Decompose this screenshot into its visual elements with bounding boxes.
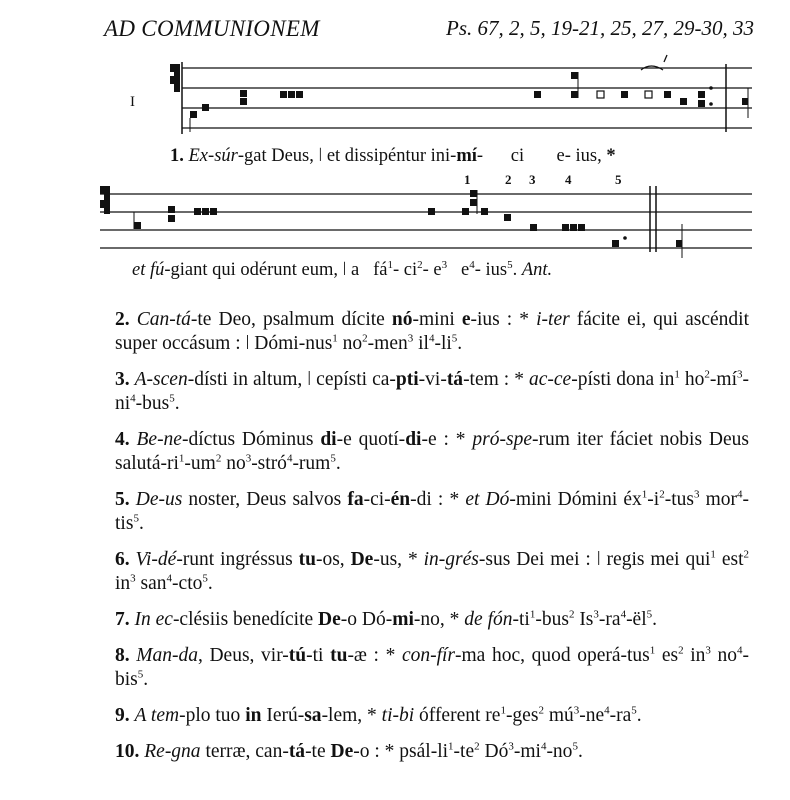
chant-staff-2 xyxy=(0,0,790,270)
verse-7 xyxy=(115,608,749,632)
verse-8 xyxy=(115,644,749,692)
verse-number: 9. xyxy=(115,705,135,726)
c-clef-icon xyxy=(100,186,110,214)
lyric-line-2: et fú-giant qui odérunt eum, ǀ a $fá^1-$ $ci^2-$ $e^3$ $e^4-$ ius$^5$. Ant. xyxy=(132,258,553,280)
verse-text: Vi-dé-runt ingréssus tu-os, De-us, * in-grés-sus Dei mei : ǀ regis mei qui$^1$ est$^2$ $in^3$ san$^4$-cto$^5$. xyxy=(115,548,749,594)
verse-number: 7. xyxy=(115,609,135,630)
marker-2: 2 xyxy=(505,172,512,187)
marker-4: 4 xyxy=(565,172,572,187)
psalm-verses xyxy=(115,308,749,776)
verse-text: Man-da, Deus, vir-tú-ti tu-æ : * con-fír-ma hoc, quod operá-tus$^1$ $es^2$ $in^3$ $no^4-bis^5$. xyxy=(115,644,749,690)
verse-number: 4. xyxy=(115,429,137,450)
marker-3: 3 xyxy=(529,172,536,187)
psalm-reference: Ps. 67, 2, 5, 19-21, 25, 27, 29-30, 33 xyxy=(446,16,754,40)
verse-number: 6. xyxy=(115,549,136,570)
verse-number: 8. xyxy=(115,645,137,666)
mode-label: I xyxy=(130,94,135,110)
verse-text: A-scen-dísti in altum, ǀ cepísti ca-pti-vi-tá-tem : * ac-ce-písti dona $in^1$ $ho^2-mí^3-ni^4-bus^5$. xyxy=(115,368,750,414)
marker-5: 5 xyxy=(615,172,622,187)
lyric-line-1: 1. Ex-súr-gat Deus, ǀ et dissipéntur ini-mí- ci e- ius, * xyxy=(170,146,616,166)
verse-number: 10. xyxy=(115,741,145,762)
verse-4 xyxy=(115,428,749,476)
verse-text: Be-ne-díctus Dóminus di-e quotí-di-e : * pró-spe-rum iter fáciet nobis Deus salutá-$ri^1-um^2$ $no^3-stró^4-rum^5$. xyxy=(115,429,749,474)
verse-3 xyxy=(115,368,749,416)
verse-6 xyxy=(115,548,749,596)
verse-number: 3. xyxy=(115,369,135,390)
verse-number: 2. xyxy=(115,309,137,330)
section-title: AD COMMUNIONEM xyxy=(104,16,320,41)
marker-1: 1 xyxy=(464,172,471,187)
verse-text: Re-gna terræ, can-tá-te De-o : * psál-$li^1-te^2$ $Dó^3-mi^4-no^5$. xyxy=(144,740,583,762)
verse-text: A tem-plo tuo in Ierú-sa-lem, * ti-bi ófferent $re^1-ges^2$ $mú^3-ne^4-ra^5$. xyxy=(134,704,642,726)
verse-text: In ec-clésiis benedícite De-o Dó-mi-no, * de fón-$ti^1-bus^2$ $Is^3-ra^4-ël^5$. xyxy=(134,608,658,630)
verse-5 xyxy=(115,488,749,536)
verse-9 xyxy=(115,704,749,728)
verse-text: De-us noster, Deus salvos fa-ci-én-di : * et Dó-mini Dómini $éx^1-i^2-tus^3$ mor$^4$-tis$^5$. xyxy=(115,488,749,534)
verse-number: 5. xyxy=(115,489,136,510)
verse-number: 1. xyxy=(170,146,184,166)
verse-text: Can-tá-te Deo, psalmum dícite nó-mini e-ius : * i-ter fácite ei, qui ascéndit super occásum : ǀ Dómi-nus$^1$ $no^2-men^3$ $il^4-li^5$. xyxy=(115,309,750,354)
verse-10 xyxy=(115,740,749,764)
verse-2 xyxy=(115,308,749,356)
